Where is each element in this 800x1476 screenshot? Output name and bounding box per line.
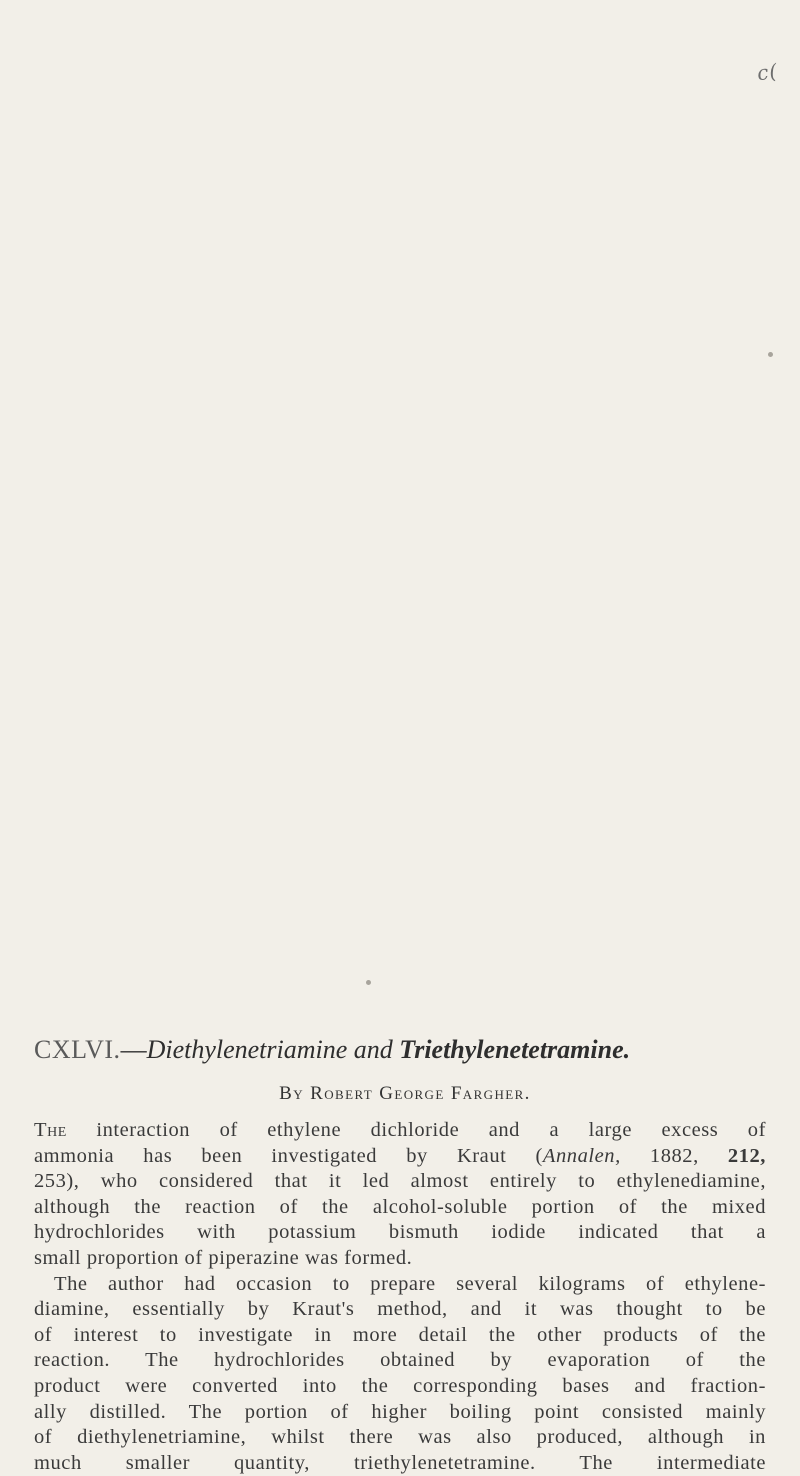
text-run: interaction of ethylene dichloride and a large excess of	[96, 1119, 766, 1141]
article-title	[34, 1033, 774, 1067]
paper-speck	[366, 980, 371, 985]
article-body	[34, 1118, 766, 1476]
byline-text: By Robert George Fargher.	[279, 1083, 531, 1104]
title-dash: —	[120, 1035, 147, 1064]
paragraph-1-line-1	[34, 1118, 766, 1144]
title-compound-2: Triethylenetetramine.	[399, 1035, 631, 1064]
journal-name: Annalen,	[542, 1144, 621, 1167]
article-number: CXLVI.	[34, 1035, 121, 1064]
citation-year: 1882,	[620, 1144, 699, 1167]
paper-speck	[768, 352, 773, 357]
title-compound-1: Diethylenetriamine	[146, 1035, 348, 1064]
paragraph-2-line-6: ally distilled. The portion of higher boiling point consisted mainly	[34, 1400, 766, 1423]
paragraph-1-line-6: small proportion of piperazine was formed.	[34, 1246, 413, 1269]
citation-volume: 212,	[727, 1144, 766, 1167]
paragraph-2-line-4: reaction. The hydrochlorides obtained by evaporation of the	[34, 1349, 766, 1372]
paragraph-2-line-3: of interest to investigate in more detail the other products of the	[34, 1323, 766, 1346]
paragraph-1-line-3: 253), who considered that it led almost entirely to ethylenediamine,	[34, 1170, 766, 1193]
paragraph-1-line-5: hydrochlorides with potassium bismuth iodide indicated that a	[34, 1221, 766, 1244]
paragraph-1-line-4: although the reaction of the alcohol-soluble portion of the mixed	[34, 1195, 766, 1218]
paragraph-1-line-2	[34, 1144, 766, 1170]
paragraph-2-line-5: product were converted into the corresponding bases and fraction-	[34, 1374, 766, 1397]
paragraph-2-line-7: of diethylenetriamine, whilst there was also produced, although in	[34, 1426, 766, 1449]
opening-word: The	[34, 1119, 67, 1141]
paragraph-2-line-1: The author had occasion to prepare several kilograms of ethylene-	[54, 1272, 766, 1295]
paragraph-2-line-8: much smaller quantity, triethylenetetramine. The intermediate	[34, 1451, 766, 1474]
title-conjunction: and	[353, 1035, 393, 1064]
handwritten-mark: c(	[755, 58, 780, 86]
paragraph-2-line-2: diamine, essentially by Kraut's method, and it was thought to be	[34, 1298, 766, 1321]
author-byline	[0, 1081, 800, 1107]
text-run: ammonia has been investigated by Kraut (	[34, 1144, 543, 1167]
